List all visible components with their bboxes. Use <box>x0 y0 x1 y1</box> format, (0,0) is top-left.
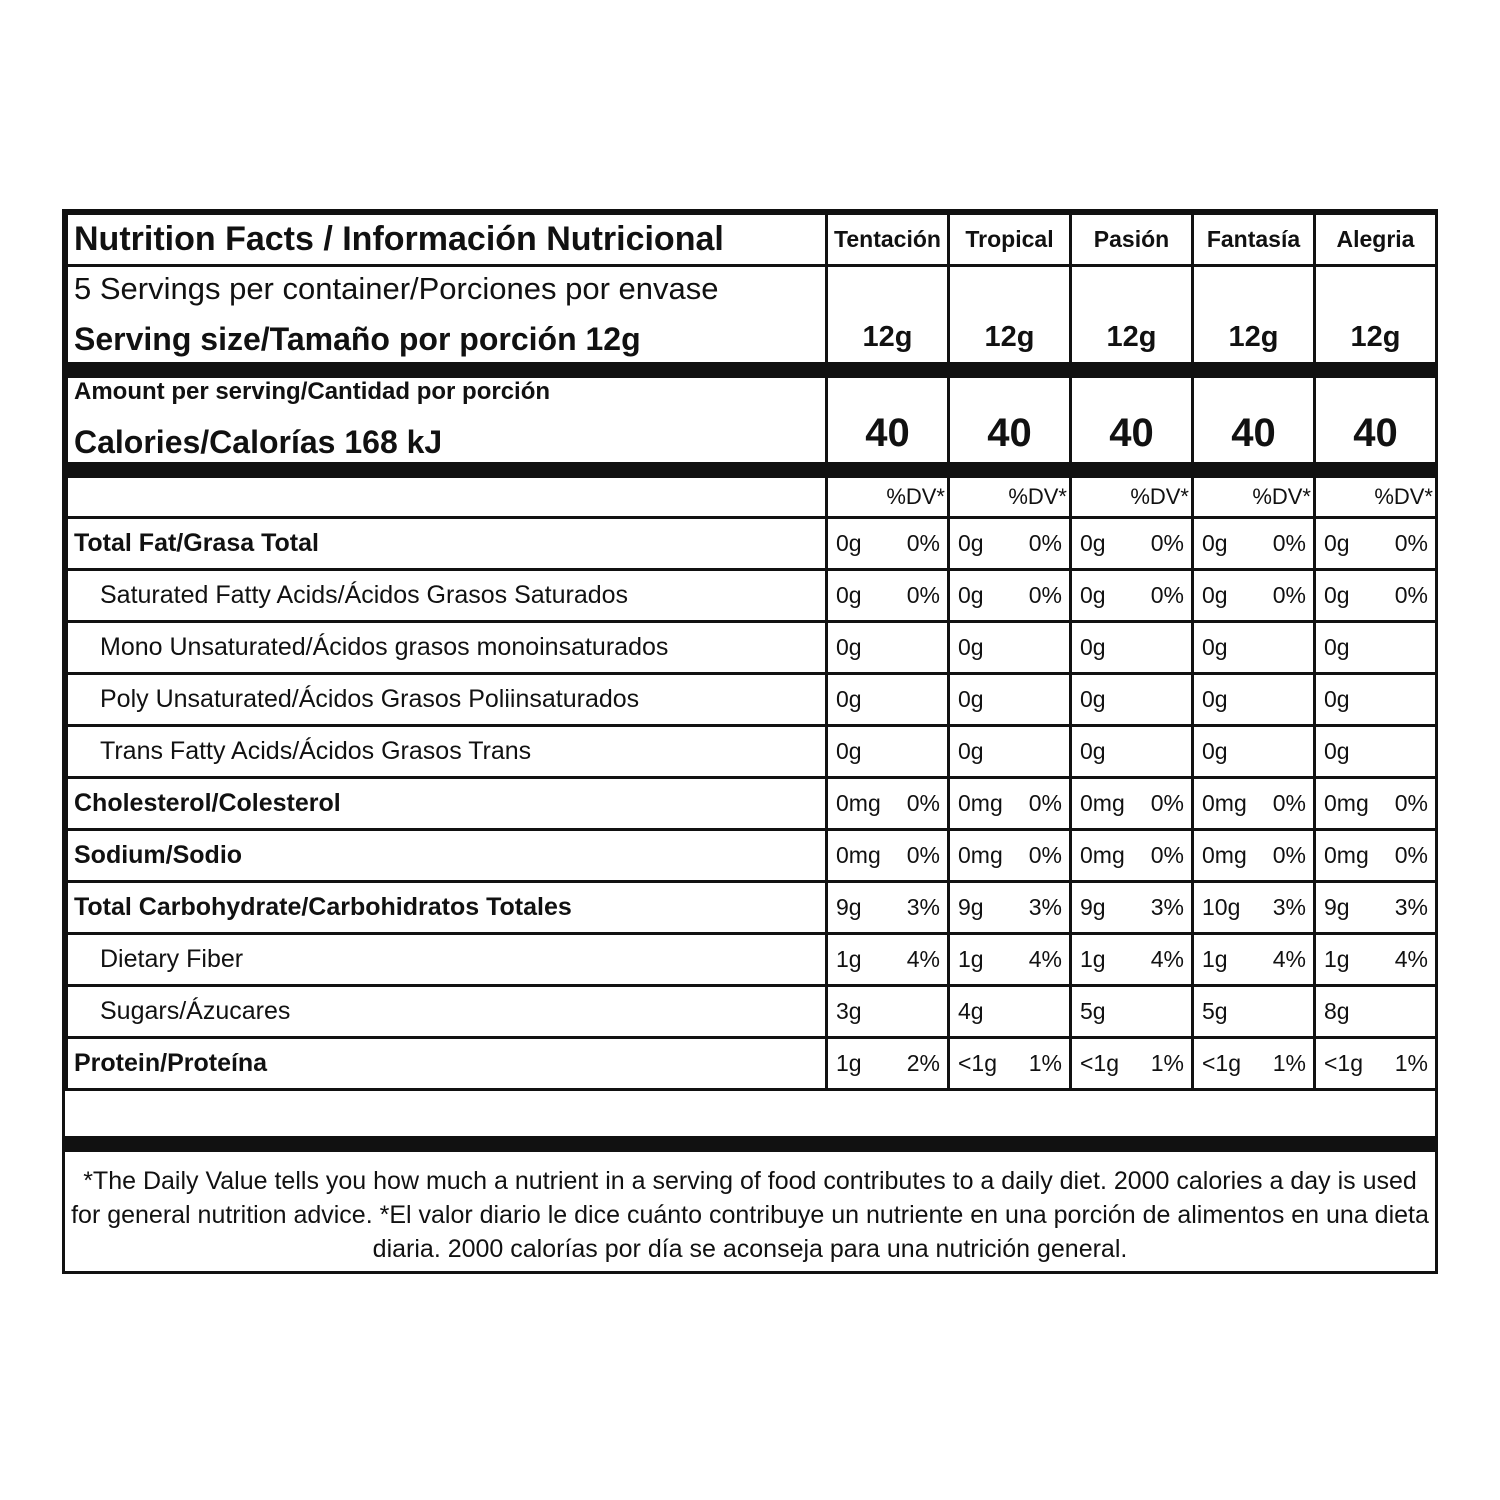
nutrient-amount: 0mg <box>1202 842 1247 868</box>
nutrient-amount: 1g <box>958 946 984 972</box>
nutrient-dv-percent: 1% <box>1028 1050 1062 1076</box>
nutrient-name: Dietary Fiber <box>67 934 827 986</box>
nutrient-amount: 4g <box>958 998 984 1024</box>
nutrient-value-cell <box>827 674 949 726</box>
product-name: Alegria <box>1315 214 1437 266</box>
nutrient-dv-percent: 3% <box>1272 894 1306 920</box>
nutrient-dv-percent: 4% <box>1394 946 1428 972</box>
nutrient-amount: <1g <box>1324 1050 1364 1076</box>
nutrient-dv-percent: 0% <box>1272 790 1306 816</box>
nutrient-value-cell <box>1193 882 1315 934</box>
footnote: *The Daily Value tells you how much a nutrient in a serving of food contributes to a daily diet. 2000 calories a day is used for general nutrition advice. *El valor diario le dice cuánto contribuye un nutriente en una porción de alimentos en una dieta diaria. 2000 calorías por día se aconseja para una nutrición general. <box>65 1136 1435 1271</box>
nutrient-value-cell <box>1071 882 1193 934</box>
nutrient-value-cell <box>949 934 1071 986</box>
nutrient-value-cell <box>827 934 949 986</box>
nutrient-value-cell <box>1071 518 1193 570</box>
amount-info <box>67 370 827 470</box>
nutrient-name: Total Fat/Grasa Total <box>67 518 827 570</box>
dv-header: %DV* <box>1071 470 1193 518</box>
dv-header: %DV* <box>827 470 949 518</box>
product-name: Pasión <box>1071 214 1193 266</box>
nutrient-value-cell <box>949 726 1071 778</box>
nutrient-amount: 0g <box>1202 530 1228 556</box>
nutrient-value-cell <box>949 518 1071 570</box>
nutrient-amount: 0mg <box>1324 790 1369 816</box>
nutrient-amount: <1g <box>958 1050 998 1076</box>
nutrient-dv-percent: 0% <box>1028 582 1062 608</box>
nutrient-row <box>67 674 1437 726</box>
nutrient-amount: 0g <box>1202 686 1228 712</box>
calories-value: 40 <box>949 370 1071 470</box>
nutrient-dv-percent: 4% <box>1028 946 1062 972</box>
nutrient-name: Poly Unsaturated/Ácidos Grasos Poliinsaturados <box>67 674 827 726</box>
nutrient-value-cell <box>1315 726 1437 778</box>
nutrient-amount: 0mg <box>836 842 881 868</box>
nutrient-amount: 0g <box>1080 530 1106 556</box>
nutrient-row <box>67 986 1437 1038</box>
label-title: Nutrition Facts / Información Nutricional <box>67 214 827 266</box>
nutrient-value-cell <box>827 518 949 570</box>
nutrient-dv-percent: 0% <box>1150 842 1184 868</box>
nutrient-value-cell <box>1193 830 1315 882</box>
serving-size-value: 12g <box>949 266 1071 370</box>
dv-header: %DV* <box>1193 470 1315 518</box>
nutrient-value-cell <box>949 570 1071 622</box>
nutrient-amount: 5g <box>1080 998 1106 1024</box>
nutrient-value-cell <box>1071 622 1193 674</box>
nutrient-amount: 0g <box>958 634 984 660</box>
nutrient-amount: 0g <box>1202 582 1228 608</box>
serving-info <box>67 266 827 370</box>
servings-per-container: 5 Servings per container/Porciones por envase <box>74 270 719 306</box>
dv-header-blank <box>67 470 827 518</box>
dv-header: %DV* <box>1315 470 1437 518</box>
nutrient-amount: 0mg <box>958 842 1003 868</box>
serving-size-value: 12g <box>1193 266 1315 370</box>
nutrient-amount: 0mg <box>1080 790 1125 816</box>
nutrient-dv-percent: 1% <box>1150 1050 1184 1076</box>
nutrient-dv-percent: 1% <box>1394 1050 1428 1076</box>
nutrient-value-cell <box>1193 674 1315 726</box>
calories-value: 40 <box>1071 370 1193 470</box>
nutrient-amount: 9g <box>1080 894 1106 920</box>
nutrition-table-body <box>67 214 1437 1090</box>
nutrient-amount: 8g <box>1324 998 1350 1024</box>
nutrient-amount: 0mg <box>1080 842 1125 868</box>
nutrient-row <box>67 570 1437 622</box>
serving-size-value: 12g <box>1315 266 1437 370</box>
nutrient-amount: 0g <box>836 738 862 764</box>
nutrient-value-cell <box>949 778 1071 830</box>
nutrient-value-cell <box>1315 622 1437 674</box>
nutrient-value-cell <box>1315 778 1437 830</box>
nutrient-value-cell <box>1193 622 1315 674</box>
nutrient-amount: 0g <box>1202 738 1228 764</box>
nutrient-dv-percent: 4% <box>1150 946 1184 972</box>
product-name: Tropical <box>949 214 1071 266</box>
nutrient-dv-percent: 4% <box>1272 946 1306 972</box>
calories-row <box>67 370 1437 470</box>
nutrient-amount: 9g <box>836 894 862 920</box>
nutrient-amount: 0g <box>958 530 984 556</box>
nutrient-dv-percent: 0% <box>1028 530 1062 556</box>
serving-size-value: 12g <box>827 266 949 370</box>
nutrient-dv-percent: 1% <box>1272 1050 1306 1076</box>
nutrient-dv-percent: 3% <box>1394 894 1428 920</box>
nutrient-amount: 0g <box>958 582 984 608</box>
nutrient-value-cell <box>1193 1038 1315 1090</box>
nutrient-dv-percent: 0% <box>1394 530 1428 556</box>
nutrient-row <box>67 778 1437 830</box>
nutrient-value-cell <box>1071 726 1193 778</box>
nutrient-amount: 0mg <box>836 790 881 816</box>
nutrient-dv-percent: 0% <box>1272 530 1306 556</box>
nutrient-dv-percent: 0% <box>1028 842 1062 868</box>
nutrient-value-cell <box>827 986 949 1038</box>
nutrient-value-cell <box>1193 518 1315 570</box>
nutrient-value-cell <box>827 778 949 830</box>
nutrient-amount: 10g <box>1202 894 1241 920</box>
dv-header-row <box>67 470 1437 518</box>
nutrient-value-cell <box>949 830 1071 882</box>
nutrient-amount: 0g <box>958 738 984 764</box>
nutrient-dv-percent: 0% <box>1150 790 1184 816</box>
nutrient-row <box>67 518 1437 570</box>
nutrient-dv-percent: 4% <box>906 946 940 972</box>
nutrient-value-cell <box>827 622 949 674</box>
nutrient-amount: 0g <box>836 686 862 712</box>
nutrient-value-cell <box>949 674 1071 726</box>
serving-row <box>67 266 1437 370</box>
nutrient-value-cell <box>1315 934 1437 986</box>
nutrient-amount: 0mg <box>1324 842 1369 868</box>
nutrient-amount: 0g <box>836 634 862 660</box>
nutrient-dv-percent: 3% <box>1150 894 1184 920</box>
nutrient-amount: 0g <box>1080 738 1106 764</box>
nutrient-amount: 1g <box>1202 946 1228 972</box>
nutrient-dv-percent: 0% <box>1150 530 1184 556</box>
nutrient-dv-percent: 0% <box>1150 582 1184 608</box>
nutrient-name: Saturated Fatty Acids/Ácidos Grasos Saturados <box>67 570 827 622</box>
nutrient-amount: 0g <box>1080 634 1106 660</box>
nutrient-dv-percent: 0% <box>906 790 940 816</box>
nutrient-value-cell <box>949 622 1071 674</box>
nutrient-row <box>67 622 1437 674</box>
nutrient-amount: 0mg <box>1202 790 1247 816</box>
nutrient-name: Total Carbohydrate/Carbohidratos Totales <box>67 882 827 934</box>
nutrient-value-cell <box>1315 986 1437 1038</box>
amount-per-serving: Amount per serving/Cantidad por porción <box>74 378 551 405</box>
nutrient-amount: 0g <box>1324 634 1350 660</box>
nutrient-value-cell <box>1193 570 1315 622</box>
nutrient-value-cell <box>1193 934 1315 986</box>
header-row <box>67 214 1437 266</box>
nutrient-value-cell <box>1315 674 1437 726</box>
nutrient-value-cell <box>827 1038 949 1090</box>
nutrient-amount: <1g <box>1202 1050 1242 1076</box>
nutrient-amount: 0g <box>1202 634 1228 660</box>
nutrient-name: Mono Unsaturated/Ácidos grasos monoinsaturados <box>67 622 827 674</box>
nutrient-value-cell <box>1315 882 1437 934</box>
nutrient-value-cell <box>949 986 1071 1038</box>
nutrient-value-cell <box>1071 778 1193 830</box>
nutrient-row <box>67 1038 1437 1090</box>
nutrient-dv-percent: 0% <box>1394 842 1428 868</box>
nutrient-amount: 0g <box>1324 686 1350 712</box>
nutrient-name: Trans Fatty Acids/Ácidos Grasos Trans <box>67 726 827 778</box>
nutrient-amount: 0g <box>958 686 984 712</box>
calories-label: Calories/Calorías 168 kJ <box>74 424 443 460</box>
nutrient-value-cell <box>1193 726 1315 778</box>
calories-value: 40 <box>1193 370 1315 470</box>
nutrient-amount: 1g <box>836 946 862 972</box>
nutrient-amount: 1g <box>836 1050 862 1076</box>
nutrient-value-cell <box>949 1038 1071 1090</box>
nutrition-facts-label <box>62 209 1438 1274</box>
nutrient-value-cell <box>1315 570 1437 622</box>
nutrient-value-cell <box>1071 830 1193 882</box>
nutrient-amount: 9g <box>1324 894 1350 920</box>
nutrient-name: Sugars/Ázucares <box>67 986 827 1038</box>
nutrient-amount: 0g <box>836 582 862 608</box>
nutrient-amount: 0g <box>1324 582 1350 608</box>
nutrient-value-cell <box>1315 1038 1437 1090</box>
nutrient-dv-percent: 0% <box>906 530 940 556</box>
nutrient-value-cell <box>1071 674 1193 726</box>
nutrient-amount: 1g <box>1324 946 1350 972</box>
nutrient-value-cell <box>1071 1038 1193 1090</box>
nutrient-value-cell <box>1071 986 1193 1038</box>
nutrient-value-cell <box>827 570 949 622</box>
nutrient-dv-percent: 0% <box>1272 582 1306 608</box>
nutrient-amount: 0g <box>836 530 862 556</box>
nutrient-value-cell <box>1071 570 1193 622</box>
nutrient-dv-percent: 0% <box>906 582 940 608</box>
nutrient-amount: 0mg <box>958 790 1003 816</box>
nutrient-value-cell <box>1193 778 1315 830</box>
nutrient-row <box>67 726 1437 778</box>
nutrient-dv-percent: 3% <box>1028 894 1062 920</box>
calories-value: 40 <box>827 370 949 470</box>
nutrient-value-cell <box>827 726 949 778</box>
dv-header: %DV* <box>949 470 1071 518</box>
serving-size-value: 12g <box>1071 266 1193 370</box>
nutrient-row <box>67 882 1437 934</box>
nutrient-amount: 3g <box>836 998 862 1024</box>
nutrient-value-cell <box>827 882 949 934</box>
nutrient-name: Cholesterol/Colesterol <box>67 778 827 830</box>
nutrient-amount: 5g <box>1202 998 1228 1024</box>
product-name: Tentación <box>827 214 949 266</box>
nutrient-name: Sodium/Sodio <box>67 830 827 882</box>
nutrient-value-cell <box>1193 986 1315 1038</box>
product-name: Fantasía <box>1193 214 1315 266</box>
nutrient-value-cell <box>949 882 1071 934</box>
nutrient-value-cell <box>1315 830 1437 882</box>
nutrient-dv-percent: 2% <box>906 1050 940 1076</box>
nutrient-dv-percent: 0% <box>1028 790 1062 816</box>
nutrition-table <box>65 212 1438 1091</box>
nutrient-dv-percent: 0% <box>1394 582 1428 608</box>
nutrient-dv-percent: 3% <box>906 894 940 920</box>
nutrient-amount: 9g <box>958 894 984 920</box>
nutrient-amount: 1g <box>1080 946 1106 972</box>
calories-value: 40 <box>1315 370 1437 470</box>
nutrient-value-cell <box>827 830 949 882</box>
nutrient-row <box>67 830 1437 882</box>
nutrient-dv-percent: 0% <box>906 842 940 868</box>
nutrient-name: Protein/Proteína <box>67 1038 827 1090</box>
nutrient-amount: 0g <box>1324 738 1350 764</box>
nutrient-amount: 0g <box>1080 582 1106 608</box>
nutrient-amount: 0g <box>1324 530 1350 556</box>
nutrient-amount: 0g <box>1080 686 1106 712</box>
serving-size: Serving size/Tamaño por porción 12g <box>74 320 641 357</box>
nutrient-value-cell <box>1315 518 1437 570</box>
nutrient-value-cell <box>1071 934 1193 986</box>
nutrient-amount: <1g <box>1080 1050 1120 1076</box>
nutrient-dv-percent: 0% <box>1394 790 1428 816</box>
nutrient-row <box>67 934 1437 986</box>
nutrient-dv-percent: 0% <box>1272 842 1306 868</box>
